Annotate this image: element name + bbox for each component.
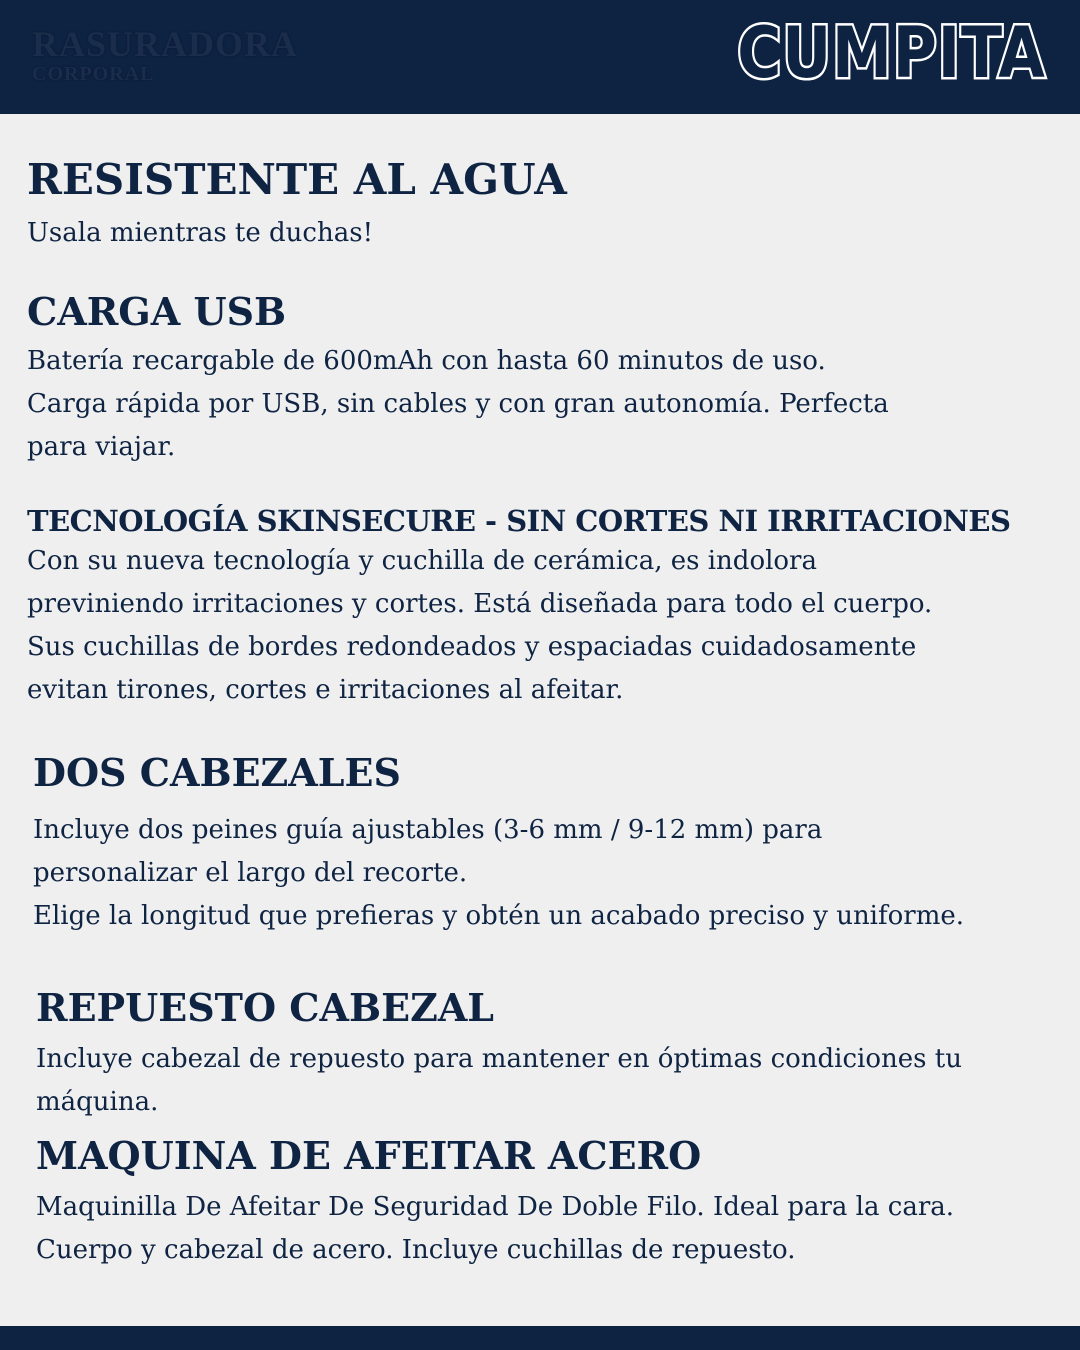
section-usb-charging [27, 290, 889, 469]
body-line: Carga rápida por USB, sin cables y con gran autonomía. Perfecta [27, 388, 889, 419]
body-line: Incluye cabezal de repuesto para mantener en óptimas condiciones tu [36, 1043, 962, 1074]
section-two-heads [33, 751, 964, 938]
body-line: Maquinilla De Afeitar De Seguridad De Doble Filo. Ideal para la cara. [36, 1191, 955, 1222]
body-line: evitan tirones, cortes e irritaciones al afeitar. [27, 675, 624, 706]
faded-product-title [32, 26, 298, 84]
section-skinsecure [27, 505, 1010, 712]
section-spare-head [36, 986, 962, 1124]
section-body [27, 340, 889, 469]
brand-logo: CUMPITA [737, 12, 1046, 94]
section-title: CARGA USB [27, 289, 287, 334]
body-line: Usala mientras te duchas! [27, 218, 374, 249]
section-body [33, 809, 964, 938]
section-body [27, 540, 1010, 712]
faded-title-line2: CORPORAL [32, 63, 155, 85]
body-line: Sus cuchillas de bordes redondeados y espaciadas cuidadosamente [27, 632, 917, 663]
body-line: máquina. [36, 1086, 159, 1117]
body-line: Incluye dos peines guía ajustables (3-6 mm / 9-12 mm) para [33, 814, 823, 845]
section-title: RESISTENTE AL AGUA [27, 155, 567, 204]
section-body [36, 1186, 954, 1272]
section-title: MAQUINA DE AFEITAR ACERO [36, 1133, 702, 1178]
section-title: TECNOLOGÍA SKINSECURE - SIN CORTES NI IRRITACIONES [27, 504, 1011, 538]
body-line: Con su nueva tecnología y cuchilla de cerámica, es indolora [27, 546, 817, 577]
section-steel-razor [36, 1134, 954, 1272]
section-water-resistant [27, 156, 567, 255]
section-body [27, 212, 567, 255]
body-line: previniendo irritaciones y cortes. Está diseñada para todo el cuerpo. [27, 589, 933, 620]
section-title: REPUESTO CABEZAL [36, 985, 495, 1030]
footer-bar [0, 1326, 1080, 1350]
body-line: para viajar. [27, 431, 176, 462]
body-line: personalizar el largo del recorte. [33, 857, 468, 888]
body-line: Batería recargable de 600mAh con hasta 60 minutos de uso. [27, 345, 826, 376]
section-body [36, 1038, 962, 1124]
faded-title-line1: RASURADORA [32, 24, 299, 64]
section-title: DOS CABEZALES [33, 750, 401, 795]
body-line: Cuerpo y cabezal de acero. Incluye cuchillas de repuesto. [36, 1234, 796, 1265]
body-line: Elige la longitud que prefieras y obtén un acabado preciso y uniforme. [33, 900, 965, 931]
header-bar [0, 0, 1080, 114]
